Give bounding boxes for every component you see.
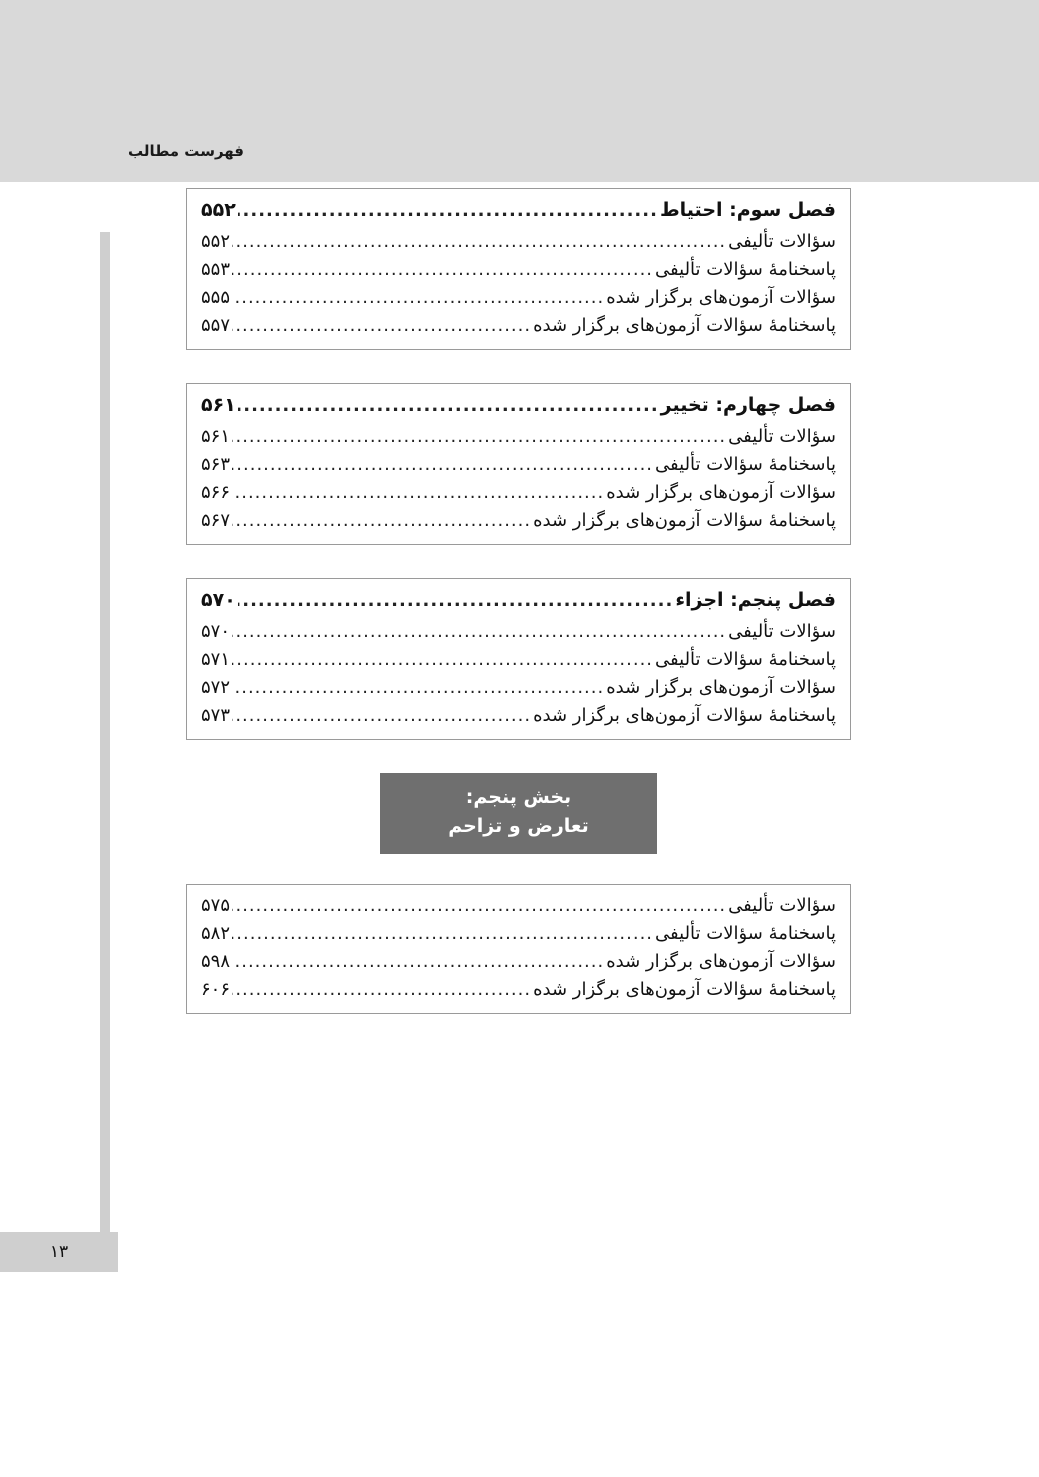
leader-dots xyxy=(232,925,653,943)
leader-dots xyxy=(232,623,726,641)
leader-dots xyxy=(232,953,604,971)
toc-block-chapter-three xyxy=(186,188,851,350)
toc-entry-page: ۶۰۶ xyxy=(201,978,231,1000)
running-head: فهرست مطالب xyxy=(128,142,244,160)
toc-entry-page: ۵۶۶ xyxy=(201,482,231,503)
leader-dots xyxy=(232,428,726,446)
section-banner-line1: بخش پنجم: xyxy=(465,786,572,808)
toc-entry[interactable] xyxy=(201,919,836,947)
leader-dots xyxy=(232,897,726,915)
toc-entry-label: سؤالات آزمون‌های برگزار شده xyxy=(606,482,836,503)
leader-dots xyxy=(232,261,653,279)
toc-chapter-label: فصل چهارم: تخییر xyxy=(660,394,836,416)
toc-entry-label: سؤالات آزمون‌های برگزار شده xyxy=(606,287,836,308)
toc-entry-label: پاسخنامۀ سؤالات تألیفی xyxy=(655,922,836,944)
toc-entry[interactable] xyxy=(201,478,836,506)
toc-entry-page: ۵۵۳ xyxy=(201,259,231,280)
toc-block-chapter-five xyxy=(186,578,851,740)
toc-entry-page: ۵۷۰ xyxy=(201,621,231,642)
section-banner-holder xyxy=(186,773,851,870)
leader-dots xyxy=(232,707,531,725)
leader-dots xyxy=(232,233,726,251)
toc-entry[interactable] xyxy=(201,450,836,478)
leader-dots xyxy=(238,592,674,611)
section-banner-line2: تعارض و تزاحم xyxy=(448,815,589,838)
toc-entry[interactable] xyxy=(201,506,836,534)
toc-entry[interactable] xyxy=(201,422,836,450)
toc-chapter-heading[interactable] xyxy=(201,390,836,422)
toc-entry[interactable] xyxy=(201,311,836,339)
toc-entry-label: پاسخنامۀ سؤالات تألیفی xyxy=(655,454,836,475)
toc-chapter-heading[interactable] xyxy=(201,195,836,227)
section-banner xyxy=(380,773,657,854)
toc-chapter-label: فصل پنجم: اجزاء xyxy=(675,589,836,611)
toc-entry-label: پاسخنامۀ سؤالات آزمون‌های برگزار شده xyxy=(533,510,836,531)
table-of-contents xyxy=(186,188,851,1047)
toc-entry-label: پاسخنامۀ سؤالات آزمون‌های برگزار شده xyxy=(533,315,836,336)
toc-chapter-page: ۵۶۱ xyxy=(201,394,236,416)
toc-entry-label: سؤالات آزمون‌های برگزار شده xyxy=(606,677,836,698)
toc-entry-label: سؤالات تألیفی xyxy=(728,894,836,916)
toc-entry-page: ۵۷۵ xyxy=(201,894,231,916)
toc-entry-page: ۵۵۷ xyxy=(201,315,231,336)
toc-entry[interactable] xyxy=(201,255,836,283)
toc-entry[interactable] xyxy=(201,283,836,311)
toc-entry[interactable] xyxy=(201,947,836,975)
toc-entry-label: پاسخنامۀ سؤالات آزمون‌های برگزار شده xyxy=(533,978,836,1000)
toc-entry-label: پاسخنامۀ سؤالات تألیفی xyxy=(655,649,836,670)
toc-chapter-heading[interactable] xyxy=(201,585,836,617)
toc-entry[interactable] xyxy=(201,227,836,255)
leader-dots xyxy=(232,981,531,999)
toc-chapter-label: فصل سوم: احتیاط xyxy=(659,199,836,221)
toc-entry-label: سؤالات تألیفی xyxy=(728,231,836,252)
toc-block-chapter-four xyxy=(186,383,851,545)
toc-entry-page: ۵۹۸ xyxy=(201,950,231,972)
leader-dots xyxy=(232,651,653,669)
toc-entry-label: پاسخنامۀ سؤالات آزمون‌های برگزار شده xyxy=(533,705,836,726)
toc-entry-page: ۵۶۷ xyxy=(201,510,231,531)
toc-entry[interactable] xyxy=(201,673,836,701)
toc-entry-page: ۵۷۳ xyxy=(201,705,231,726)
leader-dots xyxy=(232,317,531,335)
toc-entry-label: سؤالات تألیفی xyxy=(728,621,836,642)
toc-entry-page: ۵۶۳ xyxy=(201,454,231,475)
leader-dots xyxy=(232,484,604,502)
toc-entry-page: ۵۶۱ xyxy=(201,426,231,447)
leader-dots xyxy=(232,679,604,697)
toc-entry-page: ۵۷۲ xyxy=(201,677,231,698)
toc-entry-page: ۵۵۲ xyxy=(201,231,231,252)
toc-entry-label: سؤالات آزمون‌های برگزار شده xyxy=(606,950,836,972)
leader-dots xyxy=(232,456,653,474)
toc-entry-page: ۵۸۲ xyxy=(201,922,231,944)
leader-dots xyxy=(238,397,659,416)
leader-dots xyxy=(232,512,531,530)
toc-chapter-page: ۵۵۲ xyxy=(201,199,236,221)
leader-dots xyxy=(232,289,604,307)
toc-entry-label: پاسخنامۀ سؤالات تألیفی xyxy=(655,259,836,280)
toc-block-section-five xyxy=(186,884,851,1014)
toc-entry[interactable] xyxy=(201,975,836,1003)
left-white-cover xyxy=(0,232,100,1262)
toc-entry[interactable] xyxy=(201,891,836,919)
toc-chapter-page: ۵۷۰ xyxy=(201,589,236,611)
toc-entry-label: سؤالات تألیفی xyxy=(728,426,836,447)
toc-entry[interactable] xyxy=(201,645,836,673)
toc-entry-page: ۵۷۱ xyxy=(201,649,231,670)
toc-entry[interactable] xyxy=(201,617,836,645)
toc-entry[interactable] xyxy=(201,701,836,729)
toc-entry-page: ۵۵۵ xyxy=(201,287,231,308)
page-number: ۱۳ xyxy=(49,1242,69,1262)
leader-dots xyxy=(238,202,658,221)
